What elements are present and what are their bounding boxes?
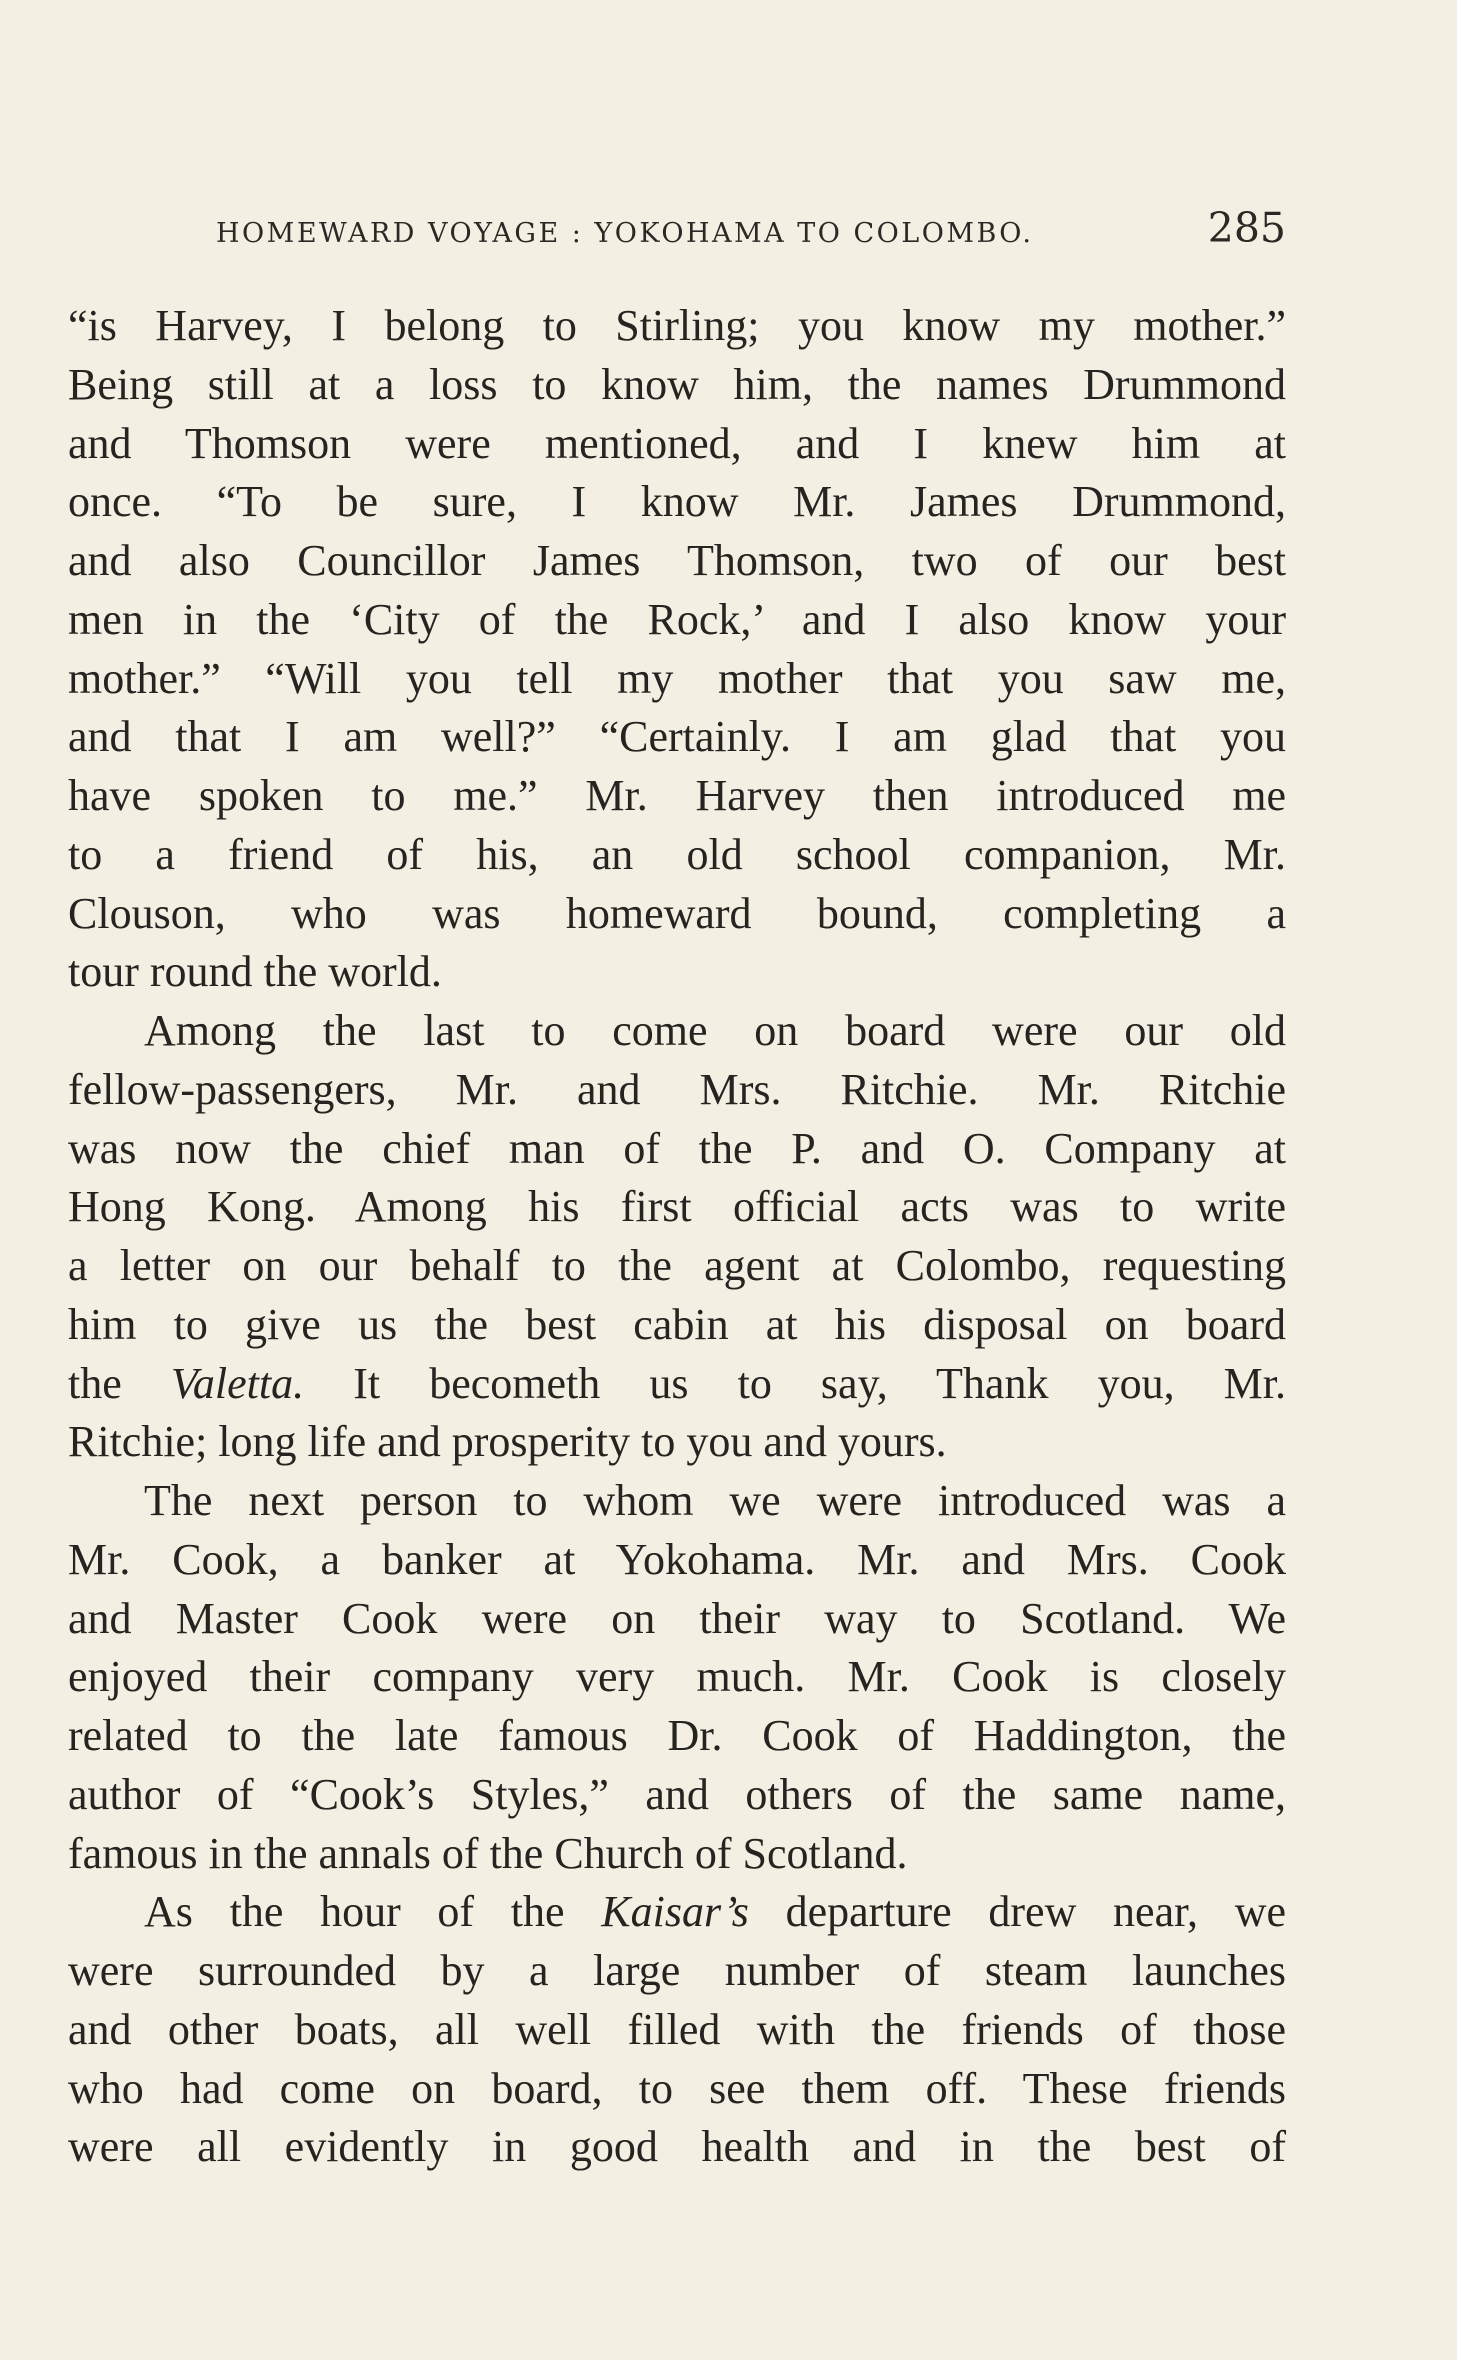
text-line: once. “To be sure, I know Mr. James Drummond,	[68, 477, 1286, 527]
text-line: mother.” “Will you tell my mother that you saw me,	[68, 653, 1286, 703]
text-line: have spoken to me.” Mr. Harvey then introduced me	[68, 771, 1286, 820]
text-line: and Master Cook were on their way to Scotland. We	[68, 1593, 1286, 1643]
text-line: Hong Kong. Among his first official acts was to write	[68, 1182, 1286, 1232]
text-line: men in the ‘City of the Rock,’ and I also know your	[68, 594, 1286, 644]
body-text	[68, 297, 1286, 2177]
text-line: were surrounded by a large number of steam launches	[68, 1946, 1286, 1995]
text-line: Among the last to come on board were our old	[144, 1006, 1286, 1055]
text-line: was now the chief man of the P. and O. Company at	[68, 1123, 1286, 1173]
text-segment: As the hour of the	[144, 1887, 565, 1937]
text-line: to a friend of his, an old school companion, Mr.	[68, 829, 1286, 879]
text-line: Being still at a loss to know him, the names Drummond	[68, 359, 1286, 409]
text-line: Clouson, who was homeward bound, completing a	[68, 888, 1286, 938]
running-title: HOMEWARD VOYAGE : YOKOHAMA TO COLOMBO.	[216, 218, 1034, 249]
text-line: author of “Cook’s Styles,” and others of the same name,	[68, 1769, 1286, 1819]
text-line: who had come on board, to see them off. These friends	[68, 2063, 1286, 2113]
page-number: 285	[1207, 204, 1286, 252]
ship-name-valetta: Valetta.	[170, 1358, 305, 1408]
text-line: and other boats, all well filled with the friends of those	[68, 2004, 1286, 2054]
text-segment: departure drew near, we	[785, 1887, 1287, 1937]
text-line: were all evidently in good health and in the best of	[68, 2122, 1286, 2172]
text-line: and also Councillor James Thomson, two of our best	[68, 536, 1286, 585]
text-line-mixed	[68, 1883, 1286, 1942]
ship-name-kaisar: Kaisar’s	[601, 1887, 749, 1937]
text-line: “is Harvey, I belong to Stirling; you know my mother.”	[68, 301, 1286, 350]
text-line: enjoyed their company very much. Mr. Cook is closely	[68, 1652, 1286, 1702]
text-line: him to give us the best cabin at his disposal on board	[68, 1299, 1286, 1349]
text-line: Ritchie; long life and prosperity to you and yours.	[68, 1417, 947, 1467]
text-line: Mr. Cook, a banker at Yokohama. Mr. and Mrs. Cook	[68, 1534, 1286, 1584]
text-segment: the	[68, 1358, 122, 1408]
text-line: The next person to whom we were introduced was a	[144, 1476, 1286, 1525]
text-line: a letter on our behalf to the agent at Colombo, requesting	[68, 1241, 1286, 1290]
text-line: and Thomson were mentioned, and I knew him at	[68, 418, 1286, 468]
running-head	[216, 204, 1286, 260]
text-segment: It becometh us to say, Thank you, Mr.	[353, 1358, 1287, 1408]
text-line: famous in the annals of the Church of Scotland.	[68, 1828, 908, 1878]
text-line: related to the late famous Dr. Cook of Haddington, the	[68, 1711, 1286, 1760]
text-line: and that I am well?” “Certainly. I am glad that you	[68, 712, 1286, 762]
text-line: tour round the world.	[68, 947, 442, 997]
text-line: fellow-passengers, Mr. and Mrs. Ritchie. Mr. Ritchie	[68, 1064, 1286, 1114]
text-line-mixed	[68, 1355, 1286, 1414]
